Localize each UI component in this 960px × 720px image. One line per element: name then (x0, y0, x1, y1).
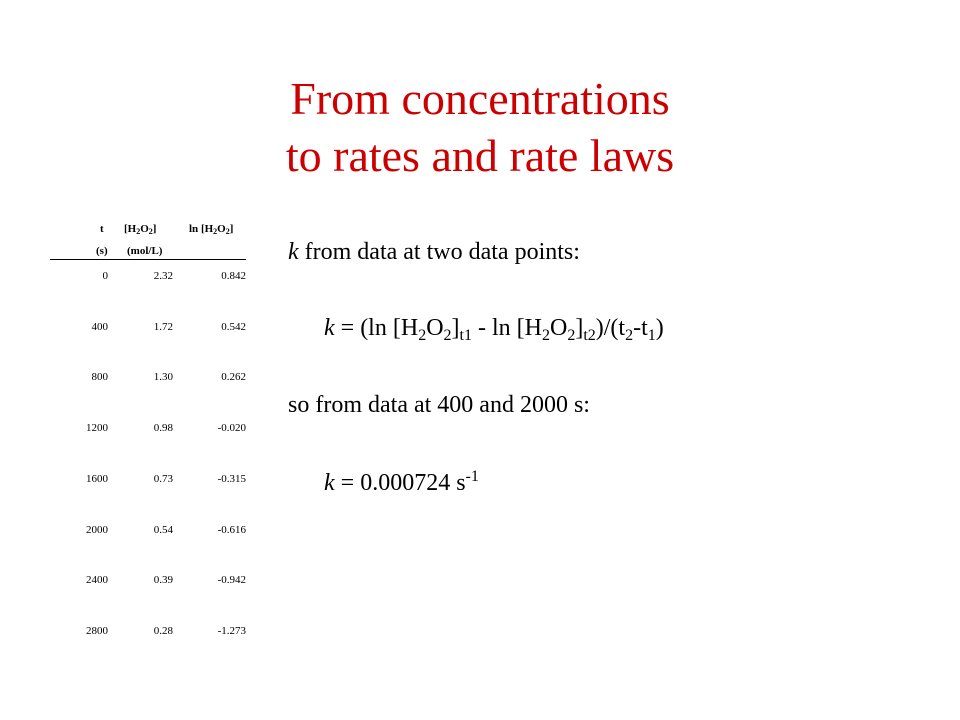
cell-time: 2400 (86, 574, 108, 587)
header-concentration: $[H_2O_2]$ (124, 223, 157, 236)
cell-concentration: 1.30 (153, 371, 173, 384)
table-row (40, 422, 250, 436)
header-t: t (100, 223, 104, 235)
cell-ln-concentration: -1.273 (217, 624, 246, 637)
cell-ln-concentration: 0.262 (221, 371, 246, 384)
cell-time: 800 (91, 371, 108, 384)
cell-time: 1600 (86, 472, 108, 485)
cell-time: 1200 (86, 422, 108, 435)
header-ln-concentration: $\ln [H_2O_2]$ (189, 223, 234, 236)
cell-concentration: 0.98 (153, 422, 173, 435)
table-row (40, 321, 250, 335)
slide-title (0, 70, 960, 184)
cell-concentration: 0.28 (153, 624, 173, 637)
table-row (40, 371, 250, 385)
equation-rate-constant: k = (ln $[H_2O_2]_{t1}$ - $\ln [H_2O_2]_{t2})/(t_2-t_1)$ (324, 315, 664, 344)
header-t-unit: (s) (96, 245, 108, 257)
cell-time: 2000 (86, 523, 108, 536)
cell-ln-concentration: -0.616 (217, 523, 246, 536)
cell-time: 2800 (86, 624, 108, 637)
header-concentration-unit: (mol/L) (127, 245, 163, 257)
cell-concentration: 0.54 (153, 523, 173, 536)
cell-ln-concentration: 0.842 (221, 270, 246, 282)
cell-ln-concentration: -0.942 (217, 574, 246, 587)
cell-ln-concentration: -0.315 (217, 472, 246, 485)
text-line-k-from-data: k from data at two data points: (288, 239, 580, 265)
cell-concentration: 0.73 (153, 472, 173, 485)
equation-k-value: k = 0.000724 $s^{-1}$ (324, 468, 479, 496)
text-line-400-2000: so from data at 400 and 2000 s: (288, 392, 590, 418)
cell-ln-concentration: 0.542 (221, 320, 246, 333)
table-row (40, 473, 250, 487)
cell-concentration: 1.72 (153, 320, 173, 333)
table-row (40, 524, 250, 538)
cell-concentration: 0.39 (153, 574, 173, 587)
cell-ln-concentration: -0.020 (217, 422, 246, 435)
cell-concentration: 2.32 (153, 270, 173, 282)
header-rule (50, 259, 246, 260)
table-row (40, 574, 250, 588)
title-line-2: to rates and rate laws (285, 130, 675, 181)
title-line-1: From concentrations (290, 73, 670, 124)
cell-time: 400 (91, 320, 108, 333)
table-row (40, 625, 250, 639)
table-row (40, 270, 250, 284)
cell-time: 0 (102, 270, 108, 282)
